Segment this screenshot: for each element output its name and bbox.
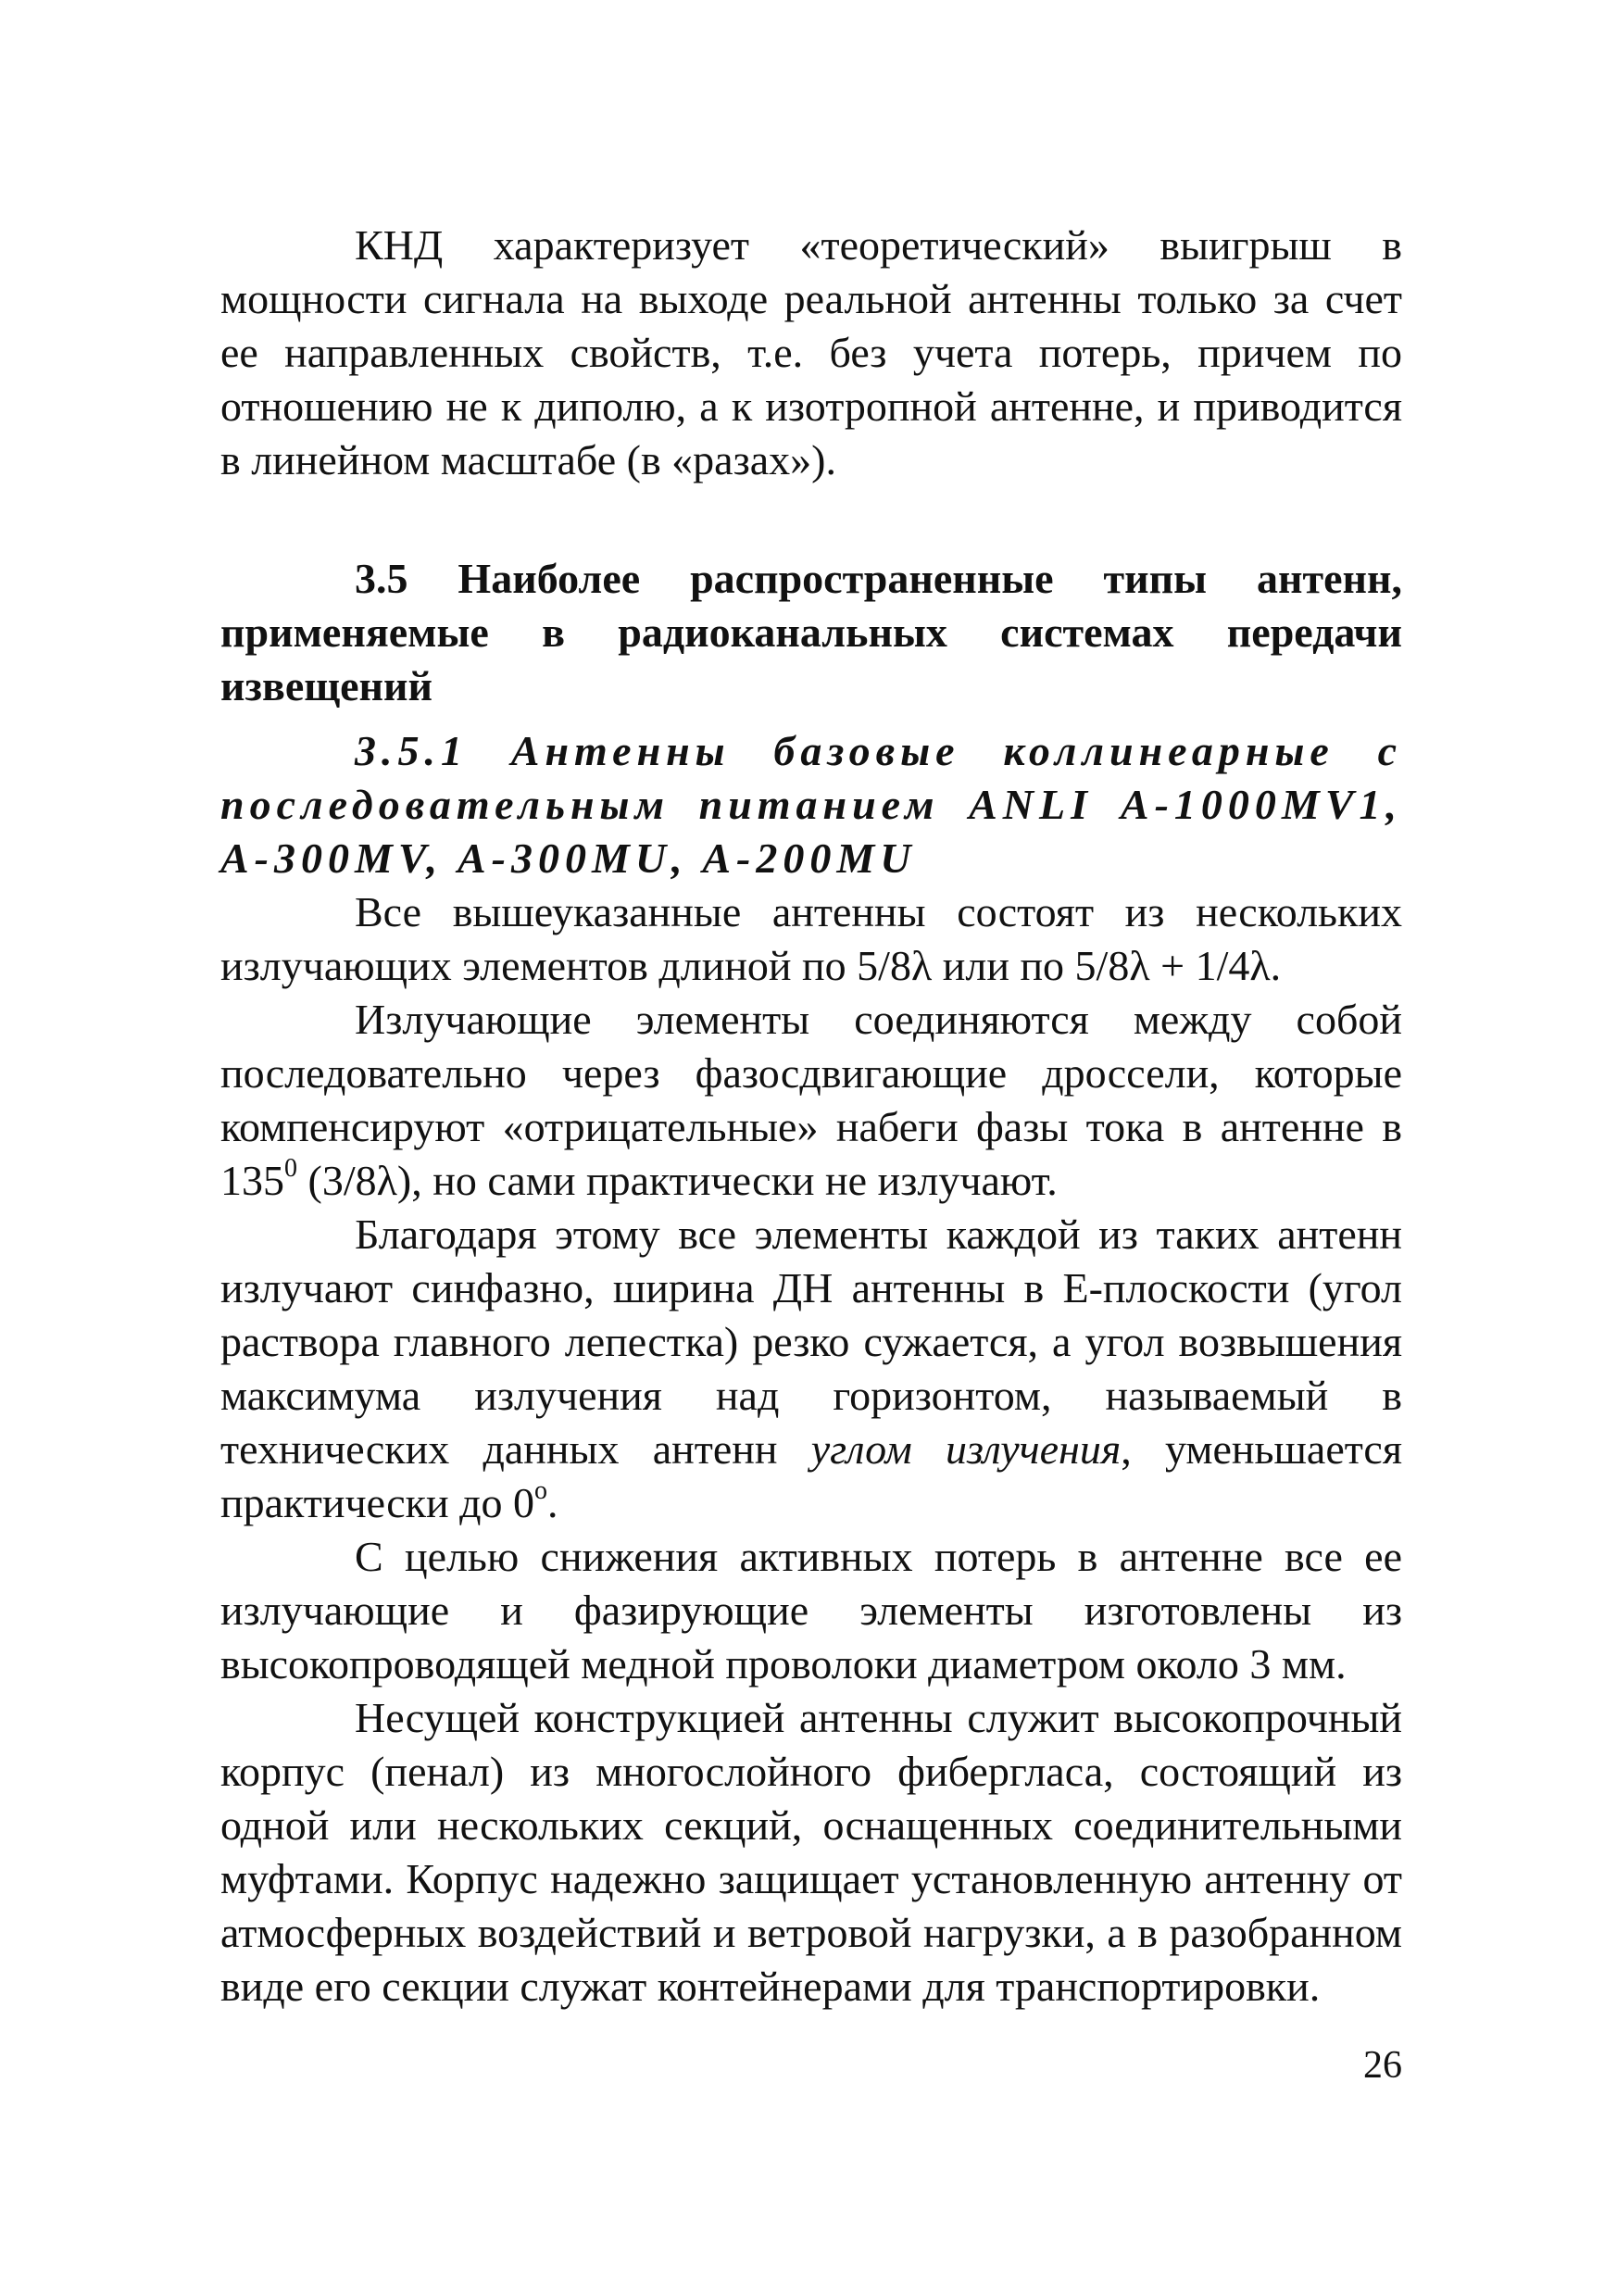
- paragraph-in-phase: [220, 1208, 1402, 1530]
- paragraph-in-phase-emphasis: углом излучения: [810, 1425, 1122, 1473]
- subsection-heading: 3.5.1 Антенны базовые коллинеарные с последовательным питанием ANLI A-1000MV1, A-300MV, A-300MU, A-200MU: [220, 727, 1402, 882]
- paragraph-in-phase-superscript: о: [533, 1476, 547, 1505]
- paragraph-chokes-text-before: Излучающие элементы соединяются между собой последовательно через фазосдвигающие дроссели, которые компенсируют «отрицательные» набеги фазы тока в антенне в 135: [220, 996, 1402, 1204]
- paragraph-in-phase-text-after: .: [546, 1479, 558, 1526]
- paragraph-chokes-text-after: (3/8λ), но сами практически не излучают.: [297, 1157, 1058, 1204]
- page-number: 26: [1363, 2044, 1402, 2087]
- section-heading: 3.5 Наиболее распространенные типы антенн, применяемые в радиоканальных системах передачи извещений: [220, 555, 1402, 709]
- paragraph-in-phase-text-before: Благодаря этому все элементы каждой из таких антенн излучают синфазно, ширина ДН антенны в Е-плоскости (угол раствора главного лепестка) резко сужается, а угол возвышения максимума излучения над горизонтом, называемый в технических данных антенн: [220, 1211, 1402, 1473]
- paragraph-chokes: [220, 993, 1402, 1208]
- paragraph-in-phase-text-middle: , уменьшается практически до 0: [220, 1425, 1403, 1526]
- paragraph-housing: Несущей конструкцией антенны служит высокопрочный корпус (пенал) из многослойного фибергласа, состоящий из одной или нескольких секций, оснащенных соединительными муфтами. Корпус надежно защищает установленную антенну от атмосферных воздействий и ветровой нагрузки, а в разобранном виде его секции служат контейнерами для транспортировки.: [220, 1694, 1402, 2010]
- page-body: [220, 219, 1402, 2014]
- paragraph-chokes-superscript: 0: [284, 1154, 297, 1183]
- paragraph-elements: Все вышеуказанные антенны состоят из нескольких излучающих элементов длиной по 5/8λ или по 5/8λ + 1/4λ.: [220, 888, 1402, 989]
- paragraph-knd: КНД характеризует «теоретический» выигрыш в мощности сигнала на выходе реальной антенны только за счет ее направленных свойств, т.е. без учета потерь, причем по отношению не к диполю, а к изотропной антенне, и приводится в линейном масштабе (в «разах»).: [220, 221, 1402, 483]
- paragraph-losses: С целью снижения активных потерь в антенне все ее излучающие и фазирующие элементы изготовлены из высокопроводящей медной проволоки диаметром около 3 мм.: [220, 1533, 1402, 1687]
